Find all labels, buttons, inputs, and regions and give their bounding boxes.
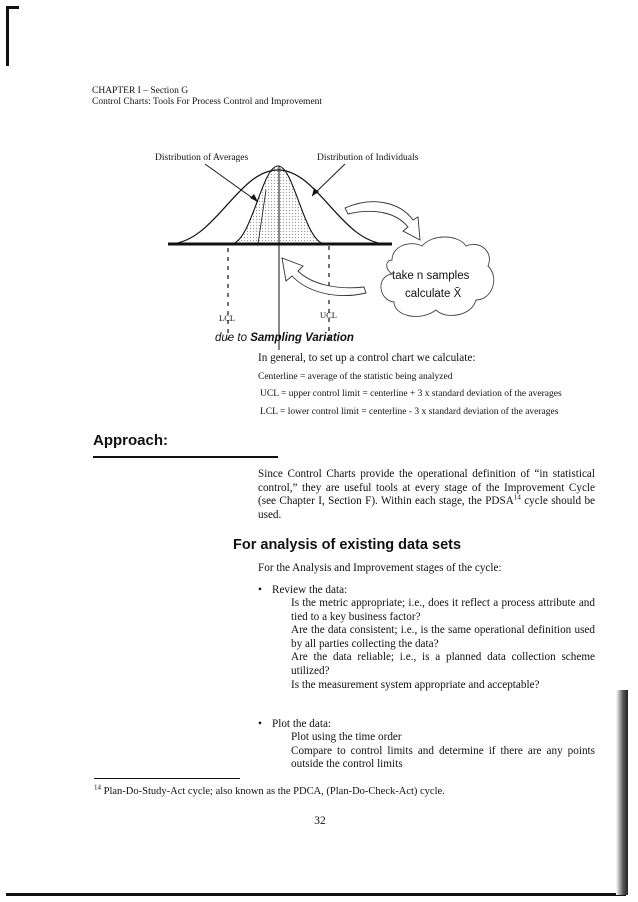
- sample-arrow: [345, 202, 420, 240]
- cloud-text-line1: take n samples: [392, 270, 470, 282]
- bullet-review-title: Review the data:: [272, 584, 348, 596]
- approach-heading: Approach:: [93, 432, 168, 449]
- analysis-heading: For analysis of existing data sets: [233, 537, 462, 553]
- approach-text-end: cycle should be used.: [258, 495, 596, 521]
- caption-prefix: due to: [215, 332, 247, 344]
- list-item: Is the measurement system appropriate and acceptable?: [291, 678, 540, 691]
- list-item: Is the metric appropriate; i.e., does it reflect a process attribute and tied to a key business factor?: [291, 597, 595, 623]
- intro-lead: In general, to set up a control chart we calculate:: [258, 352, 476, 364]
- formula-ucl: UCL = upper control limit = centerline + 3 x standard deviation of the averages: [260, 389, 562, 399]
- plot-sublist: [291, 731, 595, 772]
- return-arrow: [282, 258, 366, 296]
- averages-arrowhead: [250, 194, 258, 202]
- chapter-subtitle: Control Charts: Tools For Process Control and Improvement: [92, 97, 323, 107]
- footnote-text: Plan-Do-Study-Act cycle; also known as the PDCA, (Plan-Do-Check-Act) cycle.: [101, 786, 445, 797]
- ucl-label: UCL: [320, 310, 337, 320]
- list-item: Plot using the time order: [291, 731, 402, 743]
- bullet-dot: •: [258, 584, 262, 596]
- averages-pointer: [205, 164, 258, 202]
- list-item: Are the data reliable; i.e., is a planned data collection scheme utilized?: [291, 651, 595, 677]
- label-distribution-averages: Distribution of Averages: [155, 153, 249, 163]
- label-distribution-individuals: Distribution of Individuals: [317, 153, 419, 163]
- bullet-review: [258, 584, 347, 598]
- bullet-plot-title: Plot the data:: [272, 718, 332, 730]
- scan-left-edge: [6, 6, 9, 66]
- footnote-mark: 14: [94, 783, 101, 792]
- individuals-arrowhead: [312, 188, 319, 196]
- formula-centerline: Centerline = average of the statistic being analyzed: [258, 372, 453, 382]
- approach-paragraph: [258, 468, 595, 522]
- approach-text: Since Control Charts provide the operational definition of “in statistical control,” they are useful tools at every stage of the Improvement Cycle (see Chapter I, Section F). Within each stage, the PDSA: [258, 468, 595, 508]
- chapter-header: CHAPTER I – Section G: [92, 86, 189, 96]
- review-sublist: [291, 597, 595, 692]
- formula-lcl: LCL = lower control limit = centerline - 3 x standard deviation of the averages: [260, 407, 559, 417]
- cloud-text-line2: calculate X̄: [405, 288, 462, 300]
- page-number: 32: [314, 815, 326, 827]
- bullet-plot: [258, 718, 331, 732]
- scan-right-shadow: [616, 690, 628, 895]
- footnote-ref: 14: [513, 493, 521, 502]
- approach-rule: [93, 456, 278, 458]
- control-chart-diagram: [0, 140, 638, 360]
- analysis-lead: For the Analysis and Improvement stages of the cycle:: [258, 562, 502, 574]
- lcl-label: LCL: [219, 313, 236, 323]
- footnote: [94, 783, 445, 797]
- averages-curve: [232, 166, 324, 244]
- bullet-dot: •: [258, 718, 262, 730]
- list-item: Are the data consistent; i.e., is the same operational definition used by all parties collecting the data?: [291, 624, 595, 650]
- diagram-caption: [215, 332, 354, 344]
- caption-emphasis: Sampling Variation: [250, 332, 354, 344]
- distribution-curves-svg: [0, 140, 638, 360]
- footnote-rule: [94, 778, 240, 779]
- scan-bottom-edge: [6, 893, 626, 896]
- list-item: Compare to control limits and determine if there are any points outside the control limits: [291, 744, 595, 771]
